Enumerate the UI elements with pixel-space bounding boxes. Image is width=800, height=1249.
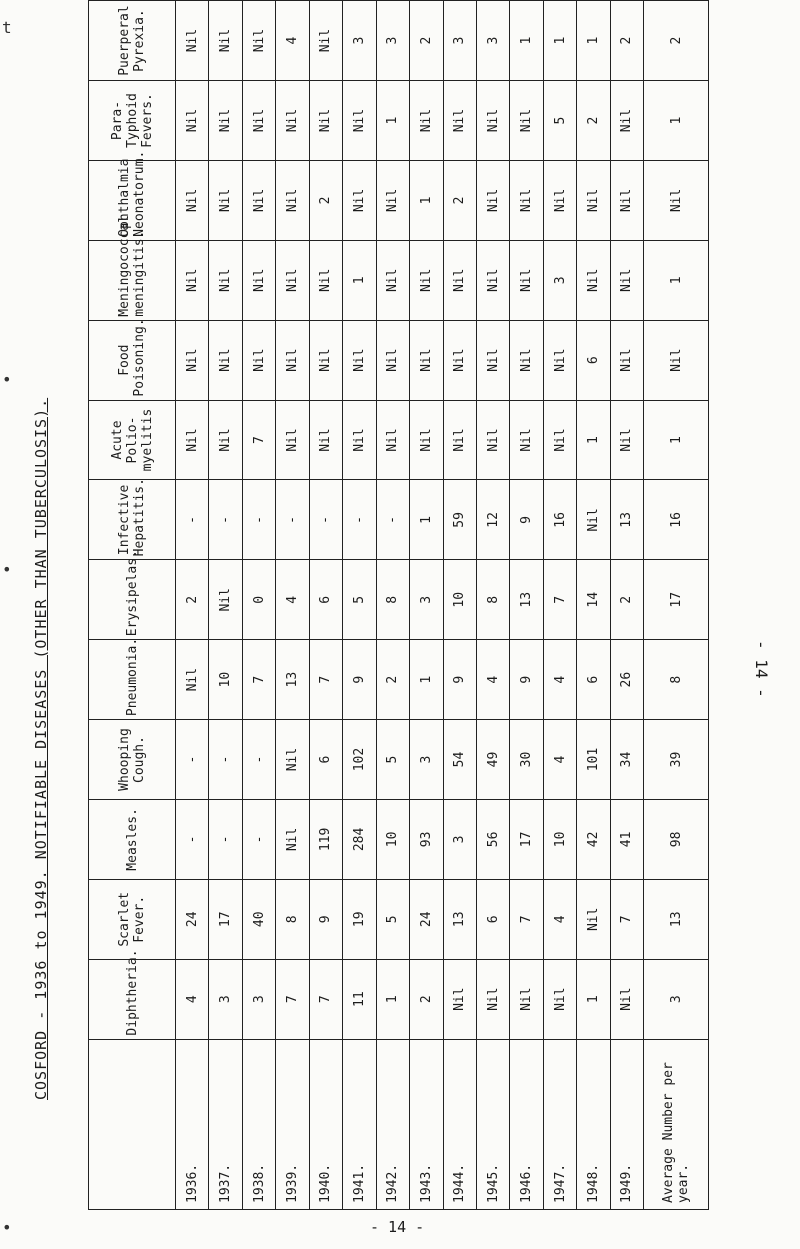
table-cell: Nil xyxy=(610,81,643,161)
table-cell: Nil xyxy=(309,240,342,320)
table-cell: 54 xyxy=(443,720,476,800)
table-cell: Nil xyxy=(343,81,376,161)
table-row xyxy=(309,1,342,1210)
row-label: 1939. xyxy=(276,1039,309,1209)
table-cell: 2 xyxy=(610,1,643,81)
column-header: Ophthalmia Neonatorum. xyxy=(89,160,176,240)
table-cell: 19 xyxy=(343,879,376,959)
table-cell: Nil xyxy=(242,320,275,400)
table-row xyxy=(610,1,643,1210)
table-cell: Nil xyxy=(410,240,443,320)
table-cell: Nil xyxy=(476,81,509,161)
table-cell: Nil xyxy=(242,81,275,161)
table-cell: 3 xyxy=(644,959,709,1039)
table-cell: 7 xyxy=(510,879,543,959)
table-row xyxy=(443,1,476,1210)
table-cell: - xyxy=(176,799,209,879)
table-cell: 10 xyxy=(376,799,409,879)
table-cell: 17 xyxy=(644,560,709,640)
table-cell: Nil xyxy=(176,320,209,400)
table-row xyxy=(410,1,443,1210)
column-header: Food Poisoning. xyxy=(89,320,176,400)
table-cell: 13 xyxy=(276,640,309,720)
column-header: Pneumonia. xyxy=(89,640,176,720)
table-cell: 3 xyxy=(410,560,443,640)
table-cell: Nil xyxy=(209,1,242,81)
table-cell: 13 xyxy=(443,879,476,959)
table-cell: 6 xyxy=(309,720,342,800)
table-row xyxy=(343,1,376,1210)
table-cell: 10 xyxy=(543,799,576,879)
table-cell: Nil xyxy=(176,160,209,240)
column-header: Whooping Cough. xyxy=(89,720,176,800)
table-cell: 4 xyxy=(543,720,576,800)
table-cell: 59 xyxy=(443,480,476,560)
table-cell: 34 xyxy=(610,720,643,800)
table-cell: 98 xyxy=(644,799,709,879)
table-cell: 1 xyxy=(577,400,610,480)
table-cell: 3 xyxy=(343,1,376,81)
table-cell: Nil xyxy=(443,959,476,1039)
row-label: 1943. xyxy=(410,1039,443,1209)
table-cell: Nil xyxy=(276,799,309,879)
row-label: 1949. xyxy=(610,1039,643,1209)
header-corner xyxy=(89,1039,176,1209)
table-cell: 16 xyxy=(644,480,709,560)
table-cell: 9 xyxy=(443,640,476,720)
table-row xyxy=(376,1,409,1210)
table-cell: 4 xyxy=(476,640,509,720)
table-cell: Nil xyxy=(276,400,309,480)
table-cell: Nil xyxy=(276,240,309,320)
table-cell: Nil xyxy=(376,240,409,320)
row-label: 1945. xyxy=(476,1039,509,1209)
table-cell: 1 xyxy=(410,480,443,560)
table-cell: 13 xyxy=(510,560,543,640)
table-cell: Nil xyxy=(510,240,543,320)
row-label: 1936. xyxy=(176,1039,209,1209)
table-cell: 3 xyxy=(476,1,509,81)
table-cell: 3 xyxy=(410,720,443,800)
table-cell: Nil xyxy=(476,959,509,1039)
table-cell: 39 xyxy=(644,720,709,800)
table-cell: 7 xyxy=(610,879,643,959)
table-cell: 2 xyxy=(309,160,342,240)
table-cell: 102 xyxy=(343,720,376,800)
column-header: Puerperal Pyrexia. xyxy=(89,1,176,81)
row-label: 1937. xyxy=(209,1039,242,1209)
table-cell: Nil xyxy=(242,160,275,240)
table-cell: Nil xyxy=(577,160,610,240)
table-cell: 9 xyxy=(510,480,543,560)
column-header: Infective Hepatitis. xyxy=(89,480,176,560)
column-header: Meningococcal meningitis. xyxy=(89,240,176,320)
table-cell: 16 xyxy=(543,480,576,560)
table-row xyxy=(476,1,509,1210)
table-cell: Nil xyxy=(543,160,576,240)
table-cell: 24 xyxy=(176,879,209,959)
table-cell: 10 xyxy=(209,640,242,720)
table-cell: - xyxy=(343,480,376,560)
table-cell: Nil xyxy=(309,320,342,400)
table-cell: 7 xyxy=(242,640,275,720)
table-cell: Nil xyxy=(443,320,476,400)
table-cell: Nil xyxy=(476,160,509,240)
row-label: 1940. xyxy=(309,1039,342,1209)
table-row xyxy=(209,1,242,1210)
page-number-side: - 14 - xyxy=(752,640,771,698)
table-cell: 1 xyxy=(343,240,376,320)
table-cell: - xyxy=(209,799,242,879)
table-cell: - xyxy=(176,720,209,800)
table-row xyxy=(543,1,576,1210)
table-cell: Nil xyxy=(209,320,242,400)
table-cell: 284 xyxy=(343,799,376,879)
table-cell: Nil xyxy=(610,959,643,1039)
table-cell: 101 xyxy=(577,720,610,800)
table-cell: Nil xyxy=(309,81,342,161)
table-cell: Nil xyxy=(510,160,543,240)
table-cell: Nil xyxy=(176,640,209,720)
table-cell: 17 xyxy=(209,879,242,959)
table-cell: Nil xyxy=(510,400,543,480)
table-cell: 7 xyxy=(242,400,275,480)
page-title: COSFORD - 1936 to 1949. NOTIFIABLE DISEASES (OTHER THAN TUBERCULOSIS). xyxy=(32,397,50,1100)
row-label: 1946. xyxy=(510,1039,543,1209)
table-cell: Nil xyxy=(577,240,610,320)
table-cell: Nil xyxy=(276,320,309,400)
table-cell: Nil xyxy=(610,320,643,400)
table-row xyxy=(276,1,309,1210)
table-cell: Nil xyxy=(176,81,209,161)
table-cell: - xyxy=(309,480,342,560)
table-row xyxy=(176,1,209,1210)
table-cell: 41 xyxy=(610,799,643,879)
column-header: Erysipelas. xyxy=(89,560,176,640)
page-number-bottom: - 14 - xyxy=(370,1218,425,1236)
table-cell: Nil xyxy=(644,160,709,240)
table-cell: 40 xyxy=(242,879,275,959)
table-cell: 3 xyxy=(443,1,476,81)
table-cell: 6 xyxy=(577,640,610,720)
table-cell: Nil xyxy=(209,81,242,161)
table-cell: 1 xyxy=(410,160,443,240)
table-cell: Nil xyxy=(242,1,275,81)
table-cell: Nil xyxy=(209,160,242,240)
table-cell: 1 xyxy=(543,1,576,81)
table-cell: - xyxy=(209,720,242,800)
table-cell: 11 xyxy=(343,959,376,1039)
table-cell: 12 xyxy=(476,480,509,560)
table-cell: Nil xyxy=(242,240,275,320)
table-cell: Nil xyxy=(476,320,509,400)
table-cell: Nil xyxy=(343,160,376,240)
table-cell: - xyxy=(276,480,309,560)
table-cell: 2 xyxy=(577,81,610,161)
table-cell: Nil xyxy=(443,81,476,161)
table-cell: Nil xyxy=(309,1,342,81)
table-cell: Nil xyxy=(510,81,543,161)
table-cell: Nil xyxy=(543,400,576,480)
column-header: Acute Polio-myelitis xyxy=(89,400,176,480)
table-cell: 3 xyxy=(443,799,476,879)
table-cell: 9 xyxy=(510,640,543,720)
table-cell: 42 xyxy=(577,799,610,879)
table-cell: 10 xyxy=(443,560,476,640)
table-cell: Nil xyxy=(543,320,576,400)
table-cell: Nil xyxy=(510,959,543,1039)
table-cell: Nil xyxy=(443,400,476,480)
table-container xyxy=(88,0,709,1210)
table-cell: 3 xyxy=(543,240,576,320)
table-cell: 2 xyxy=(610,560,643,640)
table-cell: - xyxy=(242,799,275,879)
table-cell: 9 xyxy=(309,879,342,959)
table-cell: 4 xyxy=(276,1,309,81)
table-cell: Nil xyxy=(510,320,543,400)
table-cell: Nil xyxy=(276,160,309,240)
table-cell: - xyxy=(209,480,242,560)
table-cell: 7 xyxy=(543,560,576,640)
table-cell: Nil xyxy=(476,240,509,320)
table-cell: Nil xyxy=(443,240,476,320)
table-cell: - xyxy=(176,480,209,560)
table-cell: Nil xyxy=(309,400,342,480)
table-cell: 6 xyxy=(476,879,509,959)
table-cell: 5 xyxy=(543,81,576,161)
table-cell: 2 xyxy=(176,560,209,640)
table-cell: 2 xyxy=(376,640,409,720)
table-cell: 5 xyxy=(343,560,376,640)
scan-mark: t xyxy=(2,18,12,37)
table-cell: Nil xyxy=(610,240,643,320)
table-cell: 1 xyxy=(644,400,709,480)
table-cell: 1 xyxy=(577,1,610,81)
table-cell: 0 xyxy=(242,560,275,640)
table-cell: Nil xyxy=(410,81,443,161)
table-cell: 3 xyxy=(242,959,275,1039)
table-cell: Nil xyxy=(543,959,576,1039)
table-cell: 49 xyxy=(476,720,509,800)
header-row xyxy=(89,1,176,1210)
table-cell: Nil xyxy=(476,400,509,480)
table-cell: Nil xyxy=(343,320,376,400)
table-cell: 7 xyxy=(309,640,342,720)
table-cell: 8 xyxy=(376,560,409,640)
table-cell: 3 xyxy=(376,1,409,81)
table-cell: Nil xyxy=(176,1,209,81)
table-cell: 7 xyxy=(276,959,309,1039)
table-cell: 6 xyxy=(309,560,342,640)
table-cell: 9 xyxy=(343,640,376,720)
column-header: Diphtheria. xyxy=(89,959,176,1039)
average-row xyxy=(644,1,709,1210)
table-cell: 30 xyxy=(510,720,543,800)
table-cell: Nil xyxy=(644,320,709,400)
table-cell: 5 xyxy=(376,879,409,959)
table-cell: Nil xyxy=(410,400,443,480)
table-row xyxy=(577,1,610,1210)
table-cell: 2 xyxy=(443,160,476,240)
table-cell: 4 xyxy=(176,959,209,1039)
table-cell: Nil xyxy=(343,400,376,480)
table-cell: - xyxy=(242,480,275,560)
table-cell: Nil xyxy=(209,400,242,480)
table-cell: 7 xyxy=(309,959,342,1039)
table-cell: 1 xyxy=(376,959,409,1039)
table-cell: 2 xyxy=(644,1,709,81)
table-cell: Nil xyxy=(610,400,643,480)
table-row xyxy=(242,1,275,1210)
table-cell: - xyxy=(376,480,409,560)
table-cell: Nil xyxy=(209,560,242,640)
table-cell: Nil xyxy=(276,81,309,161)
table-cell: 56 xyxy=(476,799,509,879)
row-label: 1938. xyxy=(242,1039,275,1209)
table-cell: 2 xyxy=(410,959,443,1039)
table-cell: 4 xyxy=(543,640,576,720)
table-cell: 119 xyxy=(309,799,342,879)
table-cell: 4 xyxy=(543,879,576,959)
table-cell: 1 xyxy=(410,640,443,720)
table-cell: Nil xyxy=(376,320,409,400)
table-cell: 1 xyxy=(376,81,409,161)
row-label: 1941. xyxy=(343,1039,376,1209)
table-cell: 3 xyxy=(209,959,242,1039)
row-label: 1947. xyxy=(543,1039,576,1209)
table-cell: Nil xyxy=(209,240,242,320)
column-header: Scarlet Fever. xyxy=(89,879,176,959)
table-cell: 8 xyxy=(276,879,309,959)
table-cell: 1 xyxy=(644,81,709,161)
table-cell: 24 xyxy=(410,879,443,959)
table-cell: 17 xyxy=(510,799,543,879)
table-cell: 14 xyxy=(577,560,610,640)
table-cell: 1 xyxy=(510,1,543,81)
row-label: 1944. xyxy=(443,1039,476,1209)
table-cell: 8 xyxy=(476,560,509,640)
column-header: Measles. xyxy=(89,799,176,879)
row-label: 1948. xyxy=(577,1039,610,1209)
table-cell: Nil xyxy=(610,160,643,240)
table-row xyxy=(510,1,543,1210)
table-cell: Nil xyxy=(176,400,209,480)
table-cell: 1 xyxy=(577,959,610,1039)
row-label: Average Number per year. xyxy=(644,1039,709,1209)
table-cell: 13 xyxy=(610,480,643,560)
table-cell: Nil xyxy=(276,720,309,800)
table-cell: 6 xyxy=(577,320,610,400)
table-cell: 1 xyxy=(644,240,709,320)
scan-mark: • xyxy=(2,1218,12,1237)
table-cell: Nil xyxy=(410,320,443,400)
row-label: 1942. xyxy=(376,1039,409,1209)
column-header: Para-Typhoid Fevers. xyxy=(89,81,176,161)
scan-mark: • xyxy=(2,560,12,579)
table-cell: 93 xyxy=(410,799,443,879)
table-cell: 26 xyxy=(610,640,643,720)
notifiable-diseases-table xyxy=(88,0,709,1210)
table-cell: Nil xyxy=(376,400,409,480)
table-cell: - xyxy=(242,720,275,800)
table-cell: 8 xyxy=(644,640,709,720)
table-cell: 4 xyxy=(276,560,309,640)
scan-mark: • xyxy=(2,370,12,389)
table-cell: 13 xyxy=(644,879,709,959)
table-cell: 2 xyxy=(410,1,443,81)
table-cell: 5 xyxy=(376,720,409,800)
table-cell: Nil xyxy=(577,480,610,560)
table-cell: Nil xyxy=(577,879,610,959)
table-cell: Nil xyxy=(176,240,209,320)
table-cell: Nil xyxy=(376,160,409,240)
